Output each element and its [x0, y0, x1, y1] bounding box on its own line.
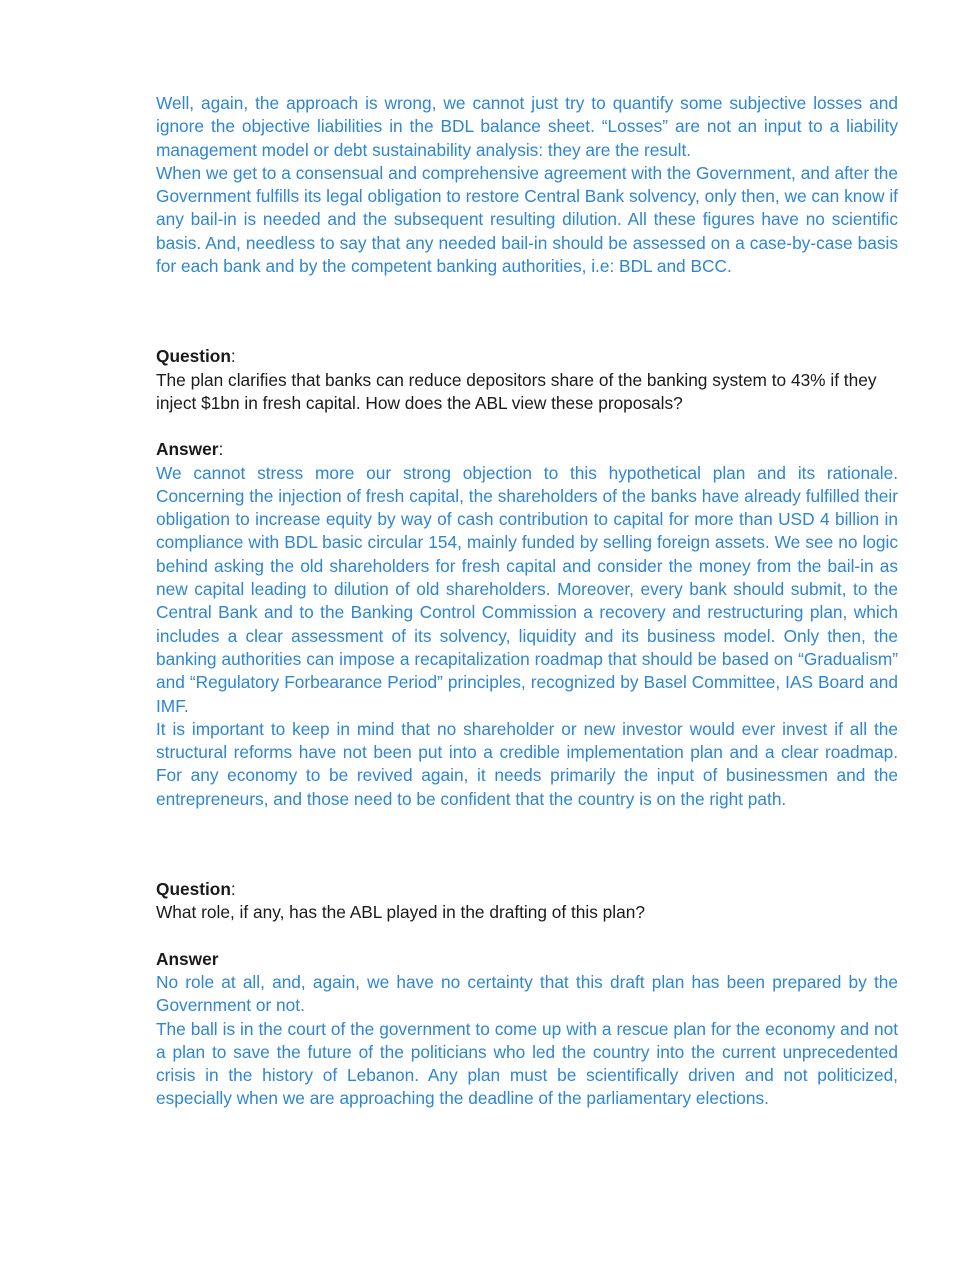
intro-paragraph: When we get to a consensual and comprehensive agreement with the Government, and after the Government fulfills its legal obligation to restore Central Bank solvency, only then, we can know if any bail-in is needed and the subsequent resulting dilution. All these figures have no scientific basis. And, needless to say that any needed bail-in should be assessed on a case-by-case basis for each bank and by the competent banking authorities, i.e: BDL and BCC.	[156, 162, 898, 277]
document-page	[156, 92, 898, 1111]
intro-paragraph: Well, again, the approach is wrong, we cannot just try to quantify some subjective losses and ignore the objective liabilities in the BDL balance sheet. “Losses” are not an input to a liability management model or debt sustainability analysis: they are the result.	[156, 93, 898, 160]
qa-block	[156, 345, 898, 811]
answer-paragraph: We cannot stress more our strong objection to this hypothetical plan and its rationale. Concerning the injection of fresh capital, the shareholders of the banks have already fulfilled their obligation to increase equity by way of cash contribution to capital for more than USD 4 billion in compliance with BDL basic circular 154, mainly funded by selling foreign assets. We see no logic behind asking the old shareholders for fresh capital and consider the money from the bail-in as new capital leading to dilution of old shareholders. Moreover, every bank should submit, to the Central Bank and to the Banking Control Commission a recovery and restructuring plan, which includes a clear assessment of its solvency, liquidity and its business model. Only then, the banking authorities can impose a recapitalization roadmap that should be based on “Gradualism” and “Regulatory Forbearance Period” principles, recognized by Basel Committee, IAS Board and IMF.	[156, 462, 898, 716]
answer-paragraph: No role at all, and, again, we have no certainty that this draft plan has been prepared by the Government or not.	[156, 971, 898, 1016]
answer-text	[156, 971, 898, 1111]
intro-answer	[156, 92, 898, 278]
answer-text	[156, 462, 898, 811]
answer-heading: Answer	[156, 948, 219, 969]
qa-block	[156, 878, 898, 1111]
answer-paragraph: It is important to keep in mind that no shareholder or new investor would ever invest if all the structural reforms have not been put into a credible implementation plan and a clear roadmap. For any economy to be revived again, it needs primarily the input of businessmen and the entrepreneurs, and those need to be confident that the country is on the right path.	[156, 718, 898, 809]
question-heading: Question:	[156, 346, 236, 367]
answer-heading: Answer:	[156, 439, 224, 460]
question-text: What role, if any, has the ABL played in the drafting of this plan?	[156, 902, 645, 923]
question-heading: Question:	[156, 879, 236, 900]
answer-paragraph: The ball is in the court of the government to come up with a rescue plan for the economy and not a plan to save the future of the politicians who led the country into the current unprecedented crisis in the history of Lebanon. Any plan must be scientifically driven and not politicized, especially when we are approaching the deadline of the parliamentary elections.	[156, 1018, 898, 1109]
question-text: The plan clarifies that banks can reduce depositors share of the banking system to 43% if they inject $1bn in fresh capital. How does the ABL view these proposals?	[156, 369, 877, 413]
